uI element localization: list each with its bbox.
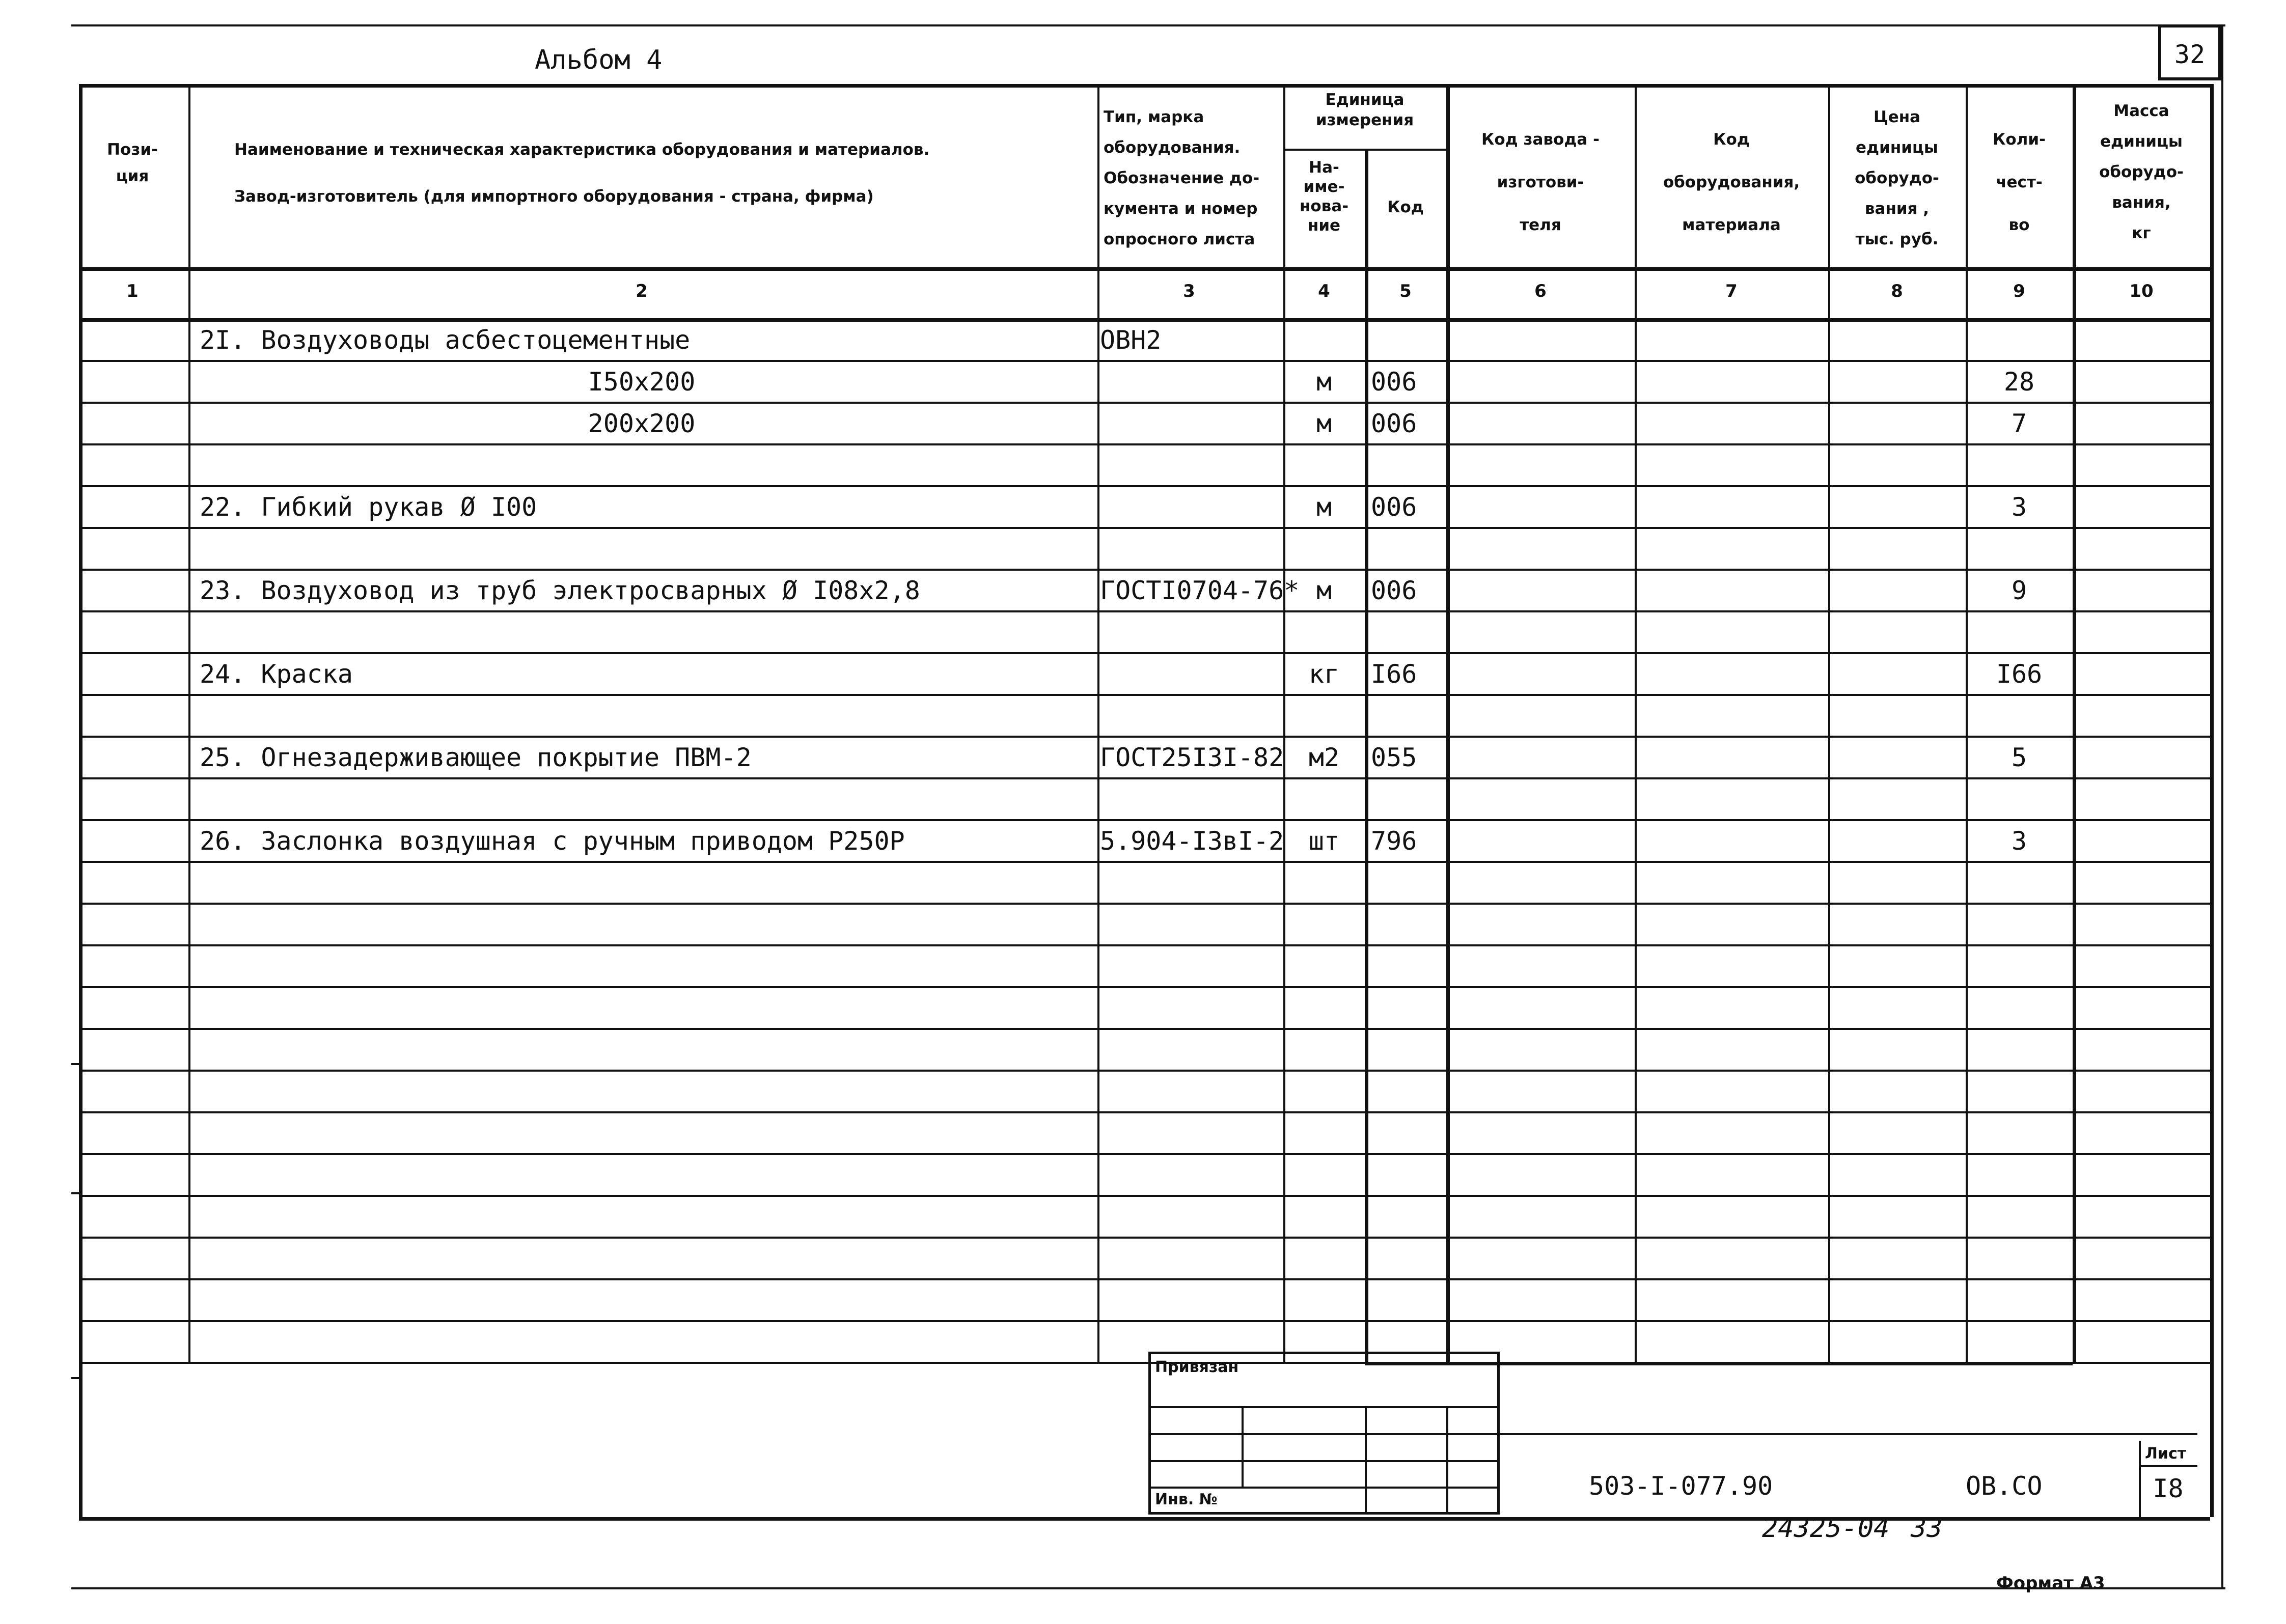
row-doc: ОВН2 (1100, 325, 1162, 355)
column-line (1365, 149, 1368, 1362)
row-line (79, 694, 2210, 696)
row-qty: 28 (2003, 367, 2035, 397)
colnum-3: 3 (1183, 281, 1195, 301)
row-line (79, 1320, 2210, 1322)
header-col2: Наименование и техническая характеристика оборудования и материалов. Завод-изготовитель (для импортного оборудования - страна, фирма) (234, 141, 930, 206)
row-line (79, 1070, 2210, 1072)
header-col10: Масса единицы оборудо- вания, кг (2099, 102, 2184, 242)
row-name: 2I. Воздуховоды асбестоцементные (200, 325, 691, 355)
colnum-9: 9 (2013, 281, 2025, 301)
format-label: Формат А3 (1996, 1573, 2105, 1593)
row-line (79, 903, 2210, 905)
column-line (2073, 84, 2076, 1362)
order-number: 24325-04 (1762, 1513, 1890, 1544)
row-line (79, 1237, 2210, 1239)
header-bottom-line (79, 267, 2210, 271)
row-code: I66 (1371, 659, 1417, 689)
row-qty: 3 (2011, 826, 2027, 856)
column-line (1446, 84, 1450, 1362)
row-line (79, 819, 2210, 821)
row-line (79, 527, 2210, 529)
row-line (79, 1111, 2210, 1113)
row-code: 006 (1371, 576, 1417, 605)
row-name: 24. Краска (200, 659, 353, 689)
colnum-2: 2 (636, 281, 648, 301)
colnum-6: 6 (1534, 281, 1547, 301)
row-unit: м (1316, 409, 1332, 438)
row-qty: 9 (2011, 576, 2027, 605)
table-border-right (2210, 84, 2214, 1517)
column-line (1635, 84, 1637, 1362)
row-line (79, 986, 2210, 988)
row-name: 25. Огнезадерживающее покрытие ПВМ-2 (200, 743, 752, 772)
row-line (79, 1153, 2210, 1155)
column-line (188, 84, 190, 1362)
column-line (1283, 84, 1285, 1362)
doc-code: 503-I-077.90 (1589, 1471, 1773, 1501)
row-line (79, 944, 2210, 946)
row-unit: кг (1308, 659, 1340, 689)
colnum-7: 7 (1725, 281, 1738, 301)
row-line (79, 777, 2210, 779)
row-line (79, 652, 2210, 654)
stamp-privyazan-label: Привязан (1155, 1358, 1239, 1376)
row-line (79, 443, 2210, 445)
stamp-vline (1446, 1406, 1448, 1515)
column-line (1828, 84, 1830, 1362)
row-name: 22. Гибкий рукав Ø I00 (200, 492, 537, 522)
row-code: 796 (1371, 826, 1417, 856)
row-code: 006 (1371, 492, 1417, 522)
row-unit: м (1316, 576, 1332, 605)
header-col6: Код завода - изготови- теля (1481, 130, 1600, 234)
row-line (79, 402, 2210, 404)
row-name: 26. Заслонка воздушная с ручным приводом Р250Р (200, 826, 905, 856)
sheet-number: I8 (2153, 1474, 2184, 1503)
header-col8: Цена единицы оборудо- вания , тыс. руб. (1855, 108, 1939, 248)
row-name: 23. Воздуховод из труб электросварных Ø I08x2,8 (200, 576, 920, 605)
row-line (79, 485, 2210, 487)
margin-tick (71, 1377, 82, 1379)
row-doc: 5.904-I3вI-2 (1100, 826, 1284, 856)
title-block-top (1500, 1433, 2197, 1435)
header-col5: Код (1387, 198, 1424, 216)
colnum-4: 4 (1318, 281, 1330, 301)
row-qty: 5 (2011, 743, 2027, 772)
stamp-vline (1242, 1406, 1244, 1487)
sheet-label: Лист (2145, 1445, 2187, 1463)
header-unit-group: Единица измерения (1315, 91, 1414, 129)
sheet-box-line (2139, 1465, 2197, 1467)
order-page: 33 (1911, 1513, 1943, 1544)
row-unit: м2 (1308, 743, 1340, 772)
row-unit: м (1316, 367, 1332, 397)
row-qty: I66 (1996, 659, 2043, 689)
table-border-bottom (79, 1517, 2210, 1521)
stamp-inv-label: Инв. № (1155, 1491, 1218, 1508)
right-border-line (2221, 24, 2223, 1588)
column-line (1097, 84, 1099, 1362)
colnum-5: 5 (1399, 281, 1412, 301)
row-line (79, 1195, 2210, 1197)
row-name: 200x200 (588, 409, 696, 438)
row-qty: 3 (2011, 492, 2027, 522)
header-col4: На- име- нова- ние (1299, 158, 1349, 235)
row-line (79, 569, 2210, 571)
row-code: 055 (1371, 743, 1417, 772)
colnum-8: 8 (1891, 281, 1903, 301)
row-code: 006 (1371, 367, 1417, 397)
section-code: ОВ.СО (1966, 1471, 2043, 1501)
row-name: I50x200 (588, 367, 696, 397)
row-line (79, 610, 2210, 612)
header-col7: Код оборудования, материала (1663, 130, 1800, 234)
colnum-1: 1 (126, 281, 139, 301)
row-line (79, 861, 2210, 863)
colnum-bottom-line (79, 318, 2210, 322)
header-col3: Тип, марка оборудования. Обозначение до- кумента и номер опросного листа (1104, 108, 1260, 248)
row-doc: ГОСТ25I3I-82 (1100, 743, 1284, 772)
row-qty: 7 (2011, 409, 2027, 438)
margin-tick (71, 1192, 82, 1194)
row-line (79, 1028, 2210, 1030)
column-line (1966, 84, 1968, 1362)
row-code: 006 (1371, 409, 1417, 438)
page-number: 32 (2174, 40, 2206, 69)
header-col9: Коли- чест- во (1993, 130, 2046, 234)
stamp-vline (1365, 1406, 1367, 1515)
top-border-line (71, 24, 2225, 26)
row-unit: шт (1308, 826, 1340, 856)
row-line (79, 736, 2210, 738)
bottom-border-line (71, 1587, 2225, 1589)
header-col1: Пози- ция (107, 141, 158, 185)
row-line (79, 360, 2210, 362)
row-line (79, 1278, 2210, 1280)
colnum-10: 10 (2129, 281, 2154, 301)
table-border-top (79, 84, 2210, 88)
row-doc: ГОСТI0704-76* (1100, 576, 1300, 605)
album-label: Альбом 4 (535, 45, 663, 75)
row-unit: м (1316, 492, 1332, 522)
margin-tick (71, 1063, 82, 1065)
